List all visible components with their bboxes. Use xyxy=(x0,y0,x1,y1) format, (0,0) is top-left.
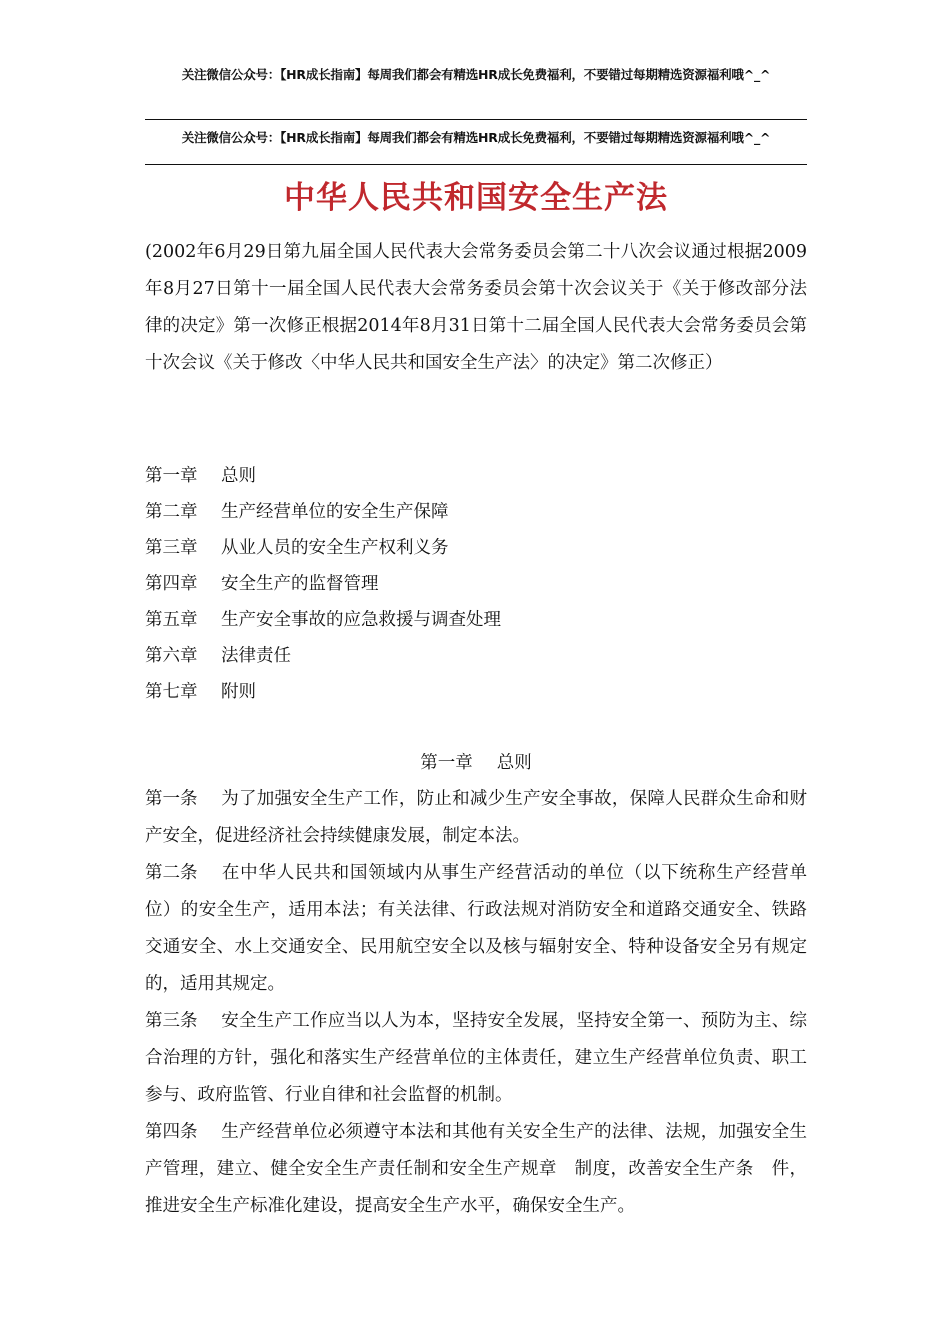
article-label: 第四条 xyxy=(145,1122,198,1142)
toc-item: 第六章 法律责任 xyxy=(145,646,291,666)
toc-item: 第一章 总则 xyxy=(145,466,256,486)
table-of-contents xyxy=(145,458,807,710)
article-text: 安全生产工作应当以人为本，坚持安全发展，坚持安全第一、预防为主、综合治理的方针，强化和落实生产经营单位的主体责任，建立生产经营单位负责、职工参与、政府监管、行业自律和社会监督的机制。 xyxy=(145,1011,807,1105)
header-notice-2: 关注微信公众号：【HR成长指南】每周我们都会有精选HR成长免费福利，不要错过每期精选资源福利哦^_^ xyxy=(181,130,771,145)
header-divider-1 xyxy=(145,119,807,120)
article-text: 为了加强安全生产工作，防止和减少生产安全事故，保障人民群众生命和财产安全，促进经济社会持续健康发展，制定本法。 xyxy=(145,789,807,846)
document-title: 中华人民共和国安全生产法 xyxy=(284,180,668,216)
article xyxy=(145,1114,807,1225)
chapter-heading xyxy=(145,745,807,781)
chapter-number: 第一章 xyxy=(420,753,473,773)
header-divider-2 xyxy=(145,164,807,165)
toc-item: 第二章 生产经营单位的安全生产保障 xyxy=(145,502,449,522)
article-text: 在中华人民共和国领域内从事生产经营活动的单位（以下统称生产经营单位）的安全生产，适用本法；有关法律、行政法规对消防安全和道路交通安全、铁路交通安全、水上交通安全、民用航空安全以及核与辐射安全、特种设备安全另有规定的，适用其规定。 xyxy=(145,863,807,994)
article xyxy=(145,855,807,1003)
article-list xyxy=(145,781,807,1225)
header-notice-1: 关注微信公众号：【HR成长指南】每周我们都会有精选HR成长免费福利，不要错过每期精选资源福利哦^_^ xyxy=(181,67,771,82)
article-label: 第三条 xyxy=(145,1011,198,1031)
article xyxy=(145,1003,807,1114)
preamble: (2002年6月29日第九届全国人民代表大会常务委员会第二十八次会议通过根据2009年8月27日第十一届全国人民代表大会常务委员会第十次会议关于《关于修改部分法律的决定》第一次修正根据2014年8月31日第十二届全国人民代表大会常务委员会第十次会议《关于修改〈中华人民共和国安全生产法〉的决定》第二次修正） xyxy=(145,242,807,373)
article-label: 第一条 xyxy=(145,789,198,809)
article xyxy=(145,781,807,855)
toc-item: 第四章 安全生产的监督管理 xyxy=(145,574,379,594)
chapter-title: 总则 xyxy=(496,753,532,773)
toc-item: 第五章 生产安全事故的应急救援与调查处理 xyxy=(145,610,501,630)
toc-item: 第三章 从业人员的安全生产权利义务 xyxy=(145,538,449,558)
article-label: 第二条 xyxy=(145,863,198,883)
article-text: 生产经营单位必须遵守本法和其他有关安全生产的法律、法规，加强安全生产管理，建立、健全安全生产责任制和安全生产规章 制度，改善安全生产条 件，推进安全生产标准化建设，提高安全生产水平，确保安全生产。 xyxy=(145,1122,807,1216)
toc-item: 第七章 附则 xyxy=(145,682,256,702)
